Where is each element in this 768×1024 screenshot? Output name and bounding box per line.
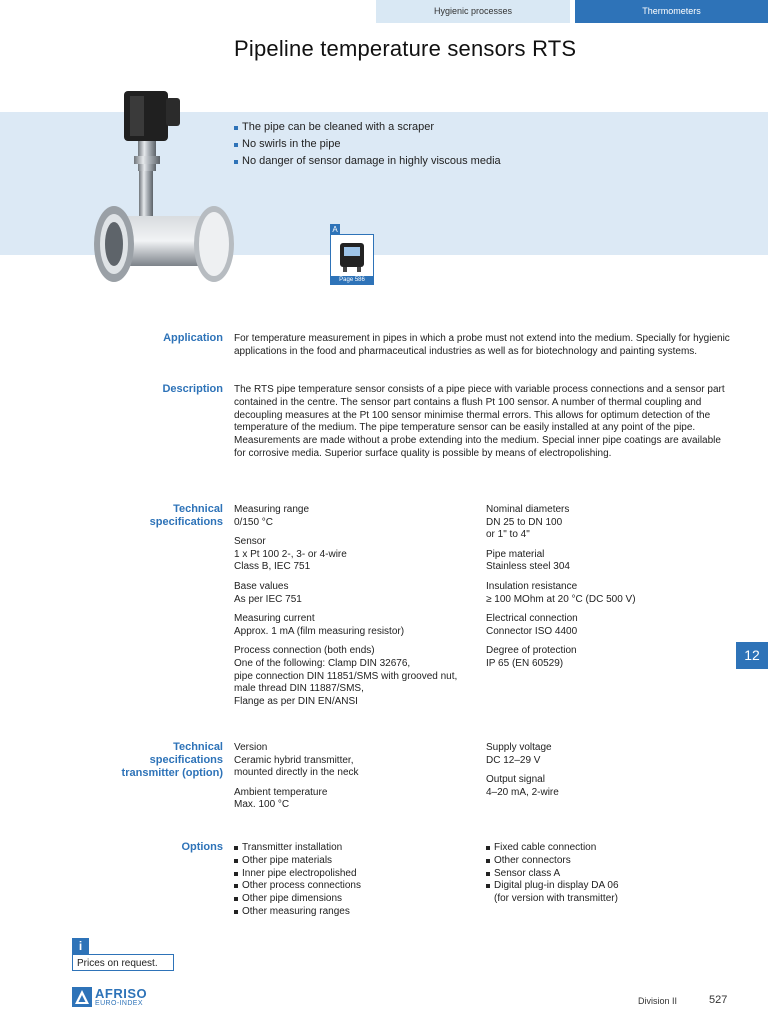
spec-name: Measuring range xyxy=(234,504,310,515)
feature-item: The pipe can be cleaned with a scraper xyxy=(234,121,514,134)
footer-division: Division II xyxy=(638,996,678,1006)
spec-value: 0/150 °C xyxy=(234,516,274,528)
option-item: Digital plug-in display DA 06 xyxy=(486,880,746,893)
option-item: Transmitter installation xyxy=(234,842,474,855)
technical-specs-label xyxy=(150,503,223,529)
spec-value: ≥ 100 MOhm at 20 °C (DC 500 V) xyxy=(486,593,636,605)
spec-item xyxy=(234,645,474,708)
spec-value: Connector ISO 4400 xyxy=(486,625,578,637)
logo-name: AFRISO xyxy=(95,986,148,1001)
spec-item xyxy=(234,536,474,574)
spec-item xyxy=(234,613,474,638)
spec-name: Process connection (both ends) xyxy=(234,645,375,657)
section-tab-hygienic: Hygienic processes xyxy=(376,0,570,23)
description-text: The RTS pipe temperature sensor consists of a pipe piece with variable process connections and a sensor part contained in the centre. The sensor part contains a flush Pt 100 sensor. A number of thermal coupling and decoupling measures at the Pt 100 sensor minimise thermal errors. This allows for optimum detection of the temperature of the medium. The pipe temperature sensor can be easily installed at any point of the pipe. Measurements are made without a probe extending into the medium. Special inner pipe coatings are available for corrosive media. Superior surface quality is possible by means of electropolishing. xyxy=(234,384,725,459)
spec-value: 1 x Pt 100 2-, 3- or 4-wire xyxy=(234,548,347,560)
transmitter-spec-column-1 xyxy=(234,742,474,812)
spec-item xyxy=(486,613,746,638)
spec-item xyxy=(234,787,474,812)
section-tab-thermometers: Thermometers xyxy=(575,0,768,23)
application-label: Application xyxy=(163,332,223,344)
description-label: Description xyxy=(162,383,223,395)
reference-page-link[interactable]: Page 586 xyxy=(330,276,374,285)
options-list-2 xyxy=(486,842,746,906)
spec-item xyxy=(486,742,746,767)
spec-name: Sensor xyxy=(234,536,266,548)
spec-item xyxy=(234,581,474,606)
spec-item xyxy=(234,742,474,780)
spec-value: Ceramic hybrid transmitter, xyxy=(234,754,354,766)
spec-value: male thread DIN 11887/SMS, xyxy=(234,683,364,695)
spec-item xyxy=(486,581,746,606)
transmitter-specs-label-line: Technical xyxy=(173,741,223,753)
spec-value: Class B, IEC 751 xyxy=(234,561,311,573)
spec-item xyxy=(486,774,746,799)
spec-name: Measuring current xyxy=(234,613,315,625)
spec-name: Nominal diameters xyxy=(486,504,570,515)
option-item: Fixed cable connection xyxy=(486,842,746,855)
info-icon: i xyxy=(72,938,89,954)
tech-spec-column-2 xyxy=(486,504,746,671)
spec-item xyxy=(486,504,746,542)
spec-value: Max. 100 °C xyxy=(234,799,290,811)
reference-letter: A xyxy=(330,224,340,235)
spec-name: Base values xyxy=(234,580,289,592)
option-item: Other pipe materials xyxy=(234,855,474,868)
page-number: 527 xyxy=(709,994,728,1006)
transmitter-spec-column-2 xyxy=(486,742,746,799)
transmitter-specs-label-line: transmitter (option) xyxy=(121,767,223,779)
spec-name: Pipe material xyxy=(486,548,545,560)
transmitter-specs-label-line: specifications xyxy=(149,754,223,766)
reference-thumbnail[interactable] xyxy=(330,234,374,278)
spec-value: As per IEC 751 xyxy=(234,593,302,605)
option-item: Other connectors xyxy=(486,855,746,868)
spec-name: Ambient temperature xyxy=(234,786,328,798)
page-title: Pipeline temperature sensors RTS xyxy=(234,36,577,61)
logo-subtitle: EURO-INDEX xyxy=(95,1000,143,1007)
spec-value: DC 12–29 V xyxy=(486,754,541,766)
spec-value: One of the following: Clamp DIN 32676, xyxy=(234,657,411,669)
feature-item: No danger of sensor damage in highly viscous media xyxy=(234,155,514,168)
spec-item xyxy=(234,504,474,529)
spec-value: Approx. 1 mA (film measuring resistor) xyxy=(234,625,405,637)
options-label: Options xyxy=(181,841,223,853)
feature-list xyxy=(234,121,514,172)
spec-name: Degree of protection xyxy=(486,645,577,657)
spec-value: 4–20 mA, 2-wire xyxy=(486,786,559,798)
spec-name: Insulation resistance xyxy=(486,580,578,592)
info-note: Prices on request. xyxy=(72,954,174,971)
options-list-1 xyxy=(234,842,474,919)
spec-item xyxy=(486,645,746,670)
feature-item: No swirls in the pipe xyxy=(234,138,514,151)
spec-name: Version xyxy=(234,742,268,753)
option-item: Other process connections xyxy=(234,880,474,893)
option-item: Inner pipe electropolished xyxy=(234,868,474,881)
sensor-product-image xyxy=(90,86,240,298)
spec-value: mounted directly in the neck xyxy=(234,767,359,779)
technical-specs-label-line: specifications xyxy=(149,516,223,528)
spec-name: Supply voltage xyxy=(486,742,552,753)
display-device-icon xyxy=(331,235,373,277)
technical-specs-label-line: Technical xyxy=(173,503,223,515)
spec-item xyxy=(486,549,746,574)
spec-value: DN 25 to DN 100 xyxy=(486,516,563,528)
chapter-number-badge: 12 xyxy=(736,642,768,669)
spec-value: pipe connection DIN 11851/SMS with grooved nut, xyxy=(234,670,458,682)
transmitter-specs-label xyxy=(122,741,223,780)
spec-name: Output signal xyxy=(486,774,545,786)
option-item: Other pipe dimensions xyxy=(234,893,474,906)
spec-value: or 1" to 4" xyxy=(486,529,530,541)
spec-value: Stainless steel 304 xyxy=(486,561,570,573)
tech-spec-column-1 xyxy=(234,504,474,708)
option-item-note: (for version with transmitter) xyxy=(494,893,618,905)
spec-value: IP 65 (EN 60529) xyxy=(486,657,564,669)
application-text: For temperature measurement in pipes in which a probe must not extend into the medium. Specially for hygienic applications in the food and pharmaceutical industries as well as for biotechnology and painting systems. xyxy=(234,333,730,357)
spec-name: Electrical connection xyxy=(486,613,578,625)
afriso-logo xyxy=(72,987,182,1007)
option-item: Other measuring ranges xyxy=(234,906,474,919)
option-item: Sensor class A xyxy=(486,868,746,881)
spec-value: Flange as per DIN EN/ANSI xyxy=(234,695,358,707)
afriso-logo-icon xyxy=(72,987,92,1007)
